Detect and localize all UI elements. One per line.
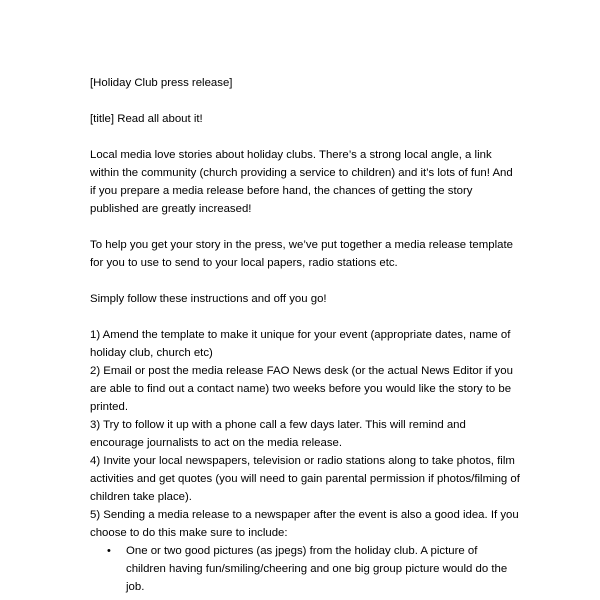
step-line: activities and get quotes (you will need to gain parental permission if photos/filming of xyxy=(90,473,520,485)
step-line: 1) Amend the template to make it unique for your event (appropriate dates, name of xyxy=(90,329,511,341)
simply-paragraph: Simply follow these instructions and off you go! xyxy=(90,293,327,305)
help-paragraph xyxy=(90,236,522,272)
help-line: To help you get your story in the press, we’ve put together a media release template xyxy=(90,239,513,251)
step-line: holiday club, church etc) xyxy=(90,347,213,359)
list-item xyxy=(90,542,522,596)
step-line: 2) Email or post the media release FAO News desk (or the actual News Editor if you xyxy=(90,365,513,377)
step-line: 3) Try to follow it up with a phone call a few days later. This will remind and xyxy=(90,419,466,431)
intro-line: within the community (church providing a service to children) and it’s lots of fun! And xyxy=(90,167,513,179)
step-line: 4) Invite your local newspapers, television or radio stations along to take photos, film xyxy=(90,455,515,467)
intro-line: published are greatly increased! xyxy=(90,203,252,215)
document-page xyxy=(90,74,522,596)
step-line: printed. xyxy=(90,401,128,413)
bullet-icon: • xyxy=(107,545,111,557)
bullet-line: One or two good pictures (as jpegs) from the holiday club. A picture of xyxy=(126,545,478,557)
instruction-steps xyxy=(90,326,522,542)
help-line: for you to use to send to your local papers, radio stations etc. xyxy=(90,257,398,269)
include-list xyxy=(90,542,522,596)
intro-line: if you prepare a media release before hand, the chances of getting the story xyxy=(90,185,473,197)
press-release-tag: [Holiday Club press release] xyxy=(90,77,233,89)
step-line: children take place). xyxy=(90,491,192,503)
intro-line: Local media love stories about holiday clubs. There’s a strong local angle, a link xyxy=(90,149,492,161)
intro-paragraph xyxy=(90,146,522,218)
step-line: encourage journalists to act on the media release. xyxy=(90,437,343,449)
step-line: are able to find out a contact name) two weeks before you would like the story to be xyxy=(90,383,512,395)
step-line: 5) Sending a media release to a newspaper after the event is also a good idea. If you xyxy=(90,509,519,521)
bullet-line: job. xyxy=(126,581,145,593)
step-line: choose to do this make sure to include: xyxy=(90,527,288,539)
bullet-line: children having fun/smiling/cheering and one big group picture would do the xyxy=(126,563,508,575)
title-line: [title] Read all about it! xyxy=(90,113,203,125)
